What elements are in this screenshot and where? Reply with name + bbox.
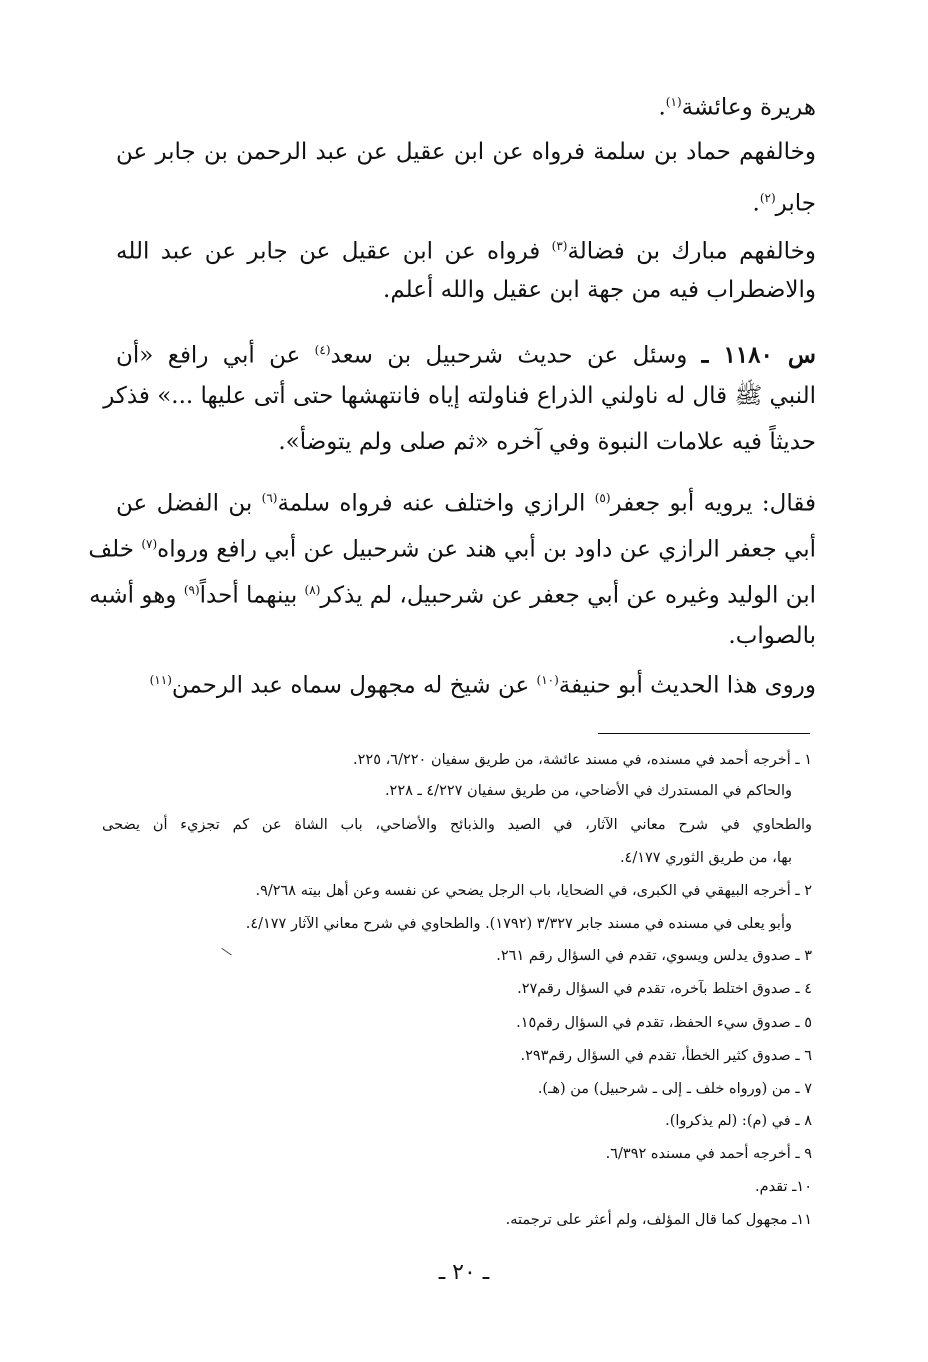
footnote-line: ٣ ـ صدوق يدلس ويسوي، تقدم في السؤال رقم ٢٦١.: [496, 948, 812, 964]
footnote-line: ١١ـ مجهول كما قال المؤلف، ولم أعثر على ترجمته.: [505, 1212, 812, 1228]
question-heading-line: س ١١٨٠ ـ وسئل عن حديث شرحبيل بن سعد$^{(٤)}$ عن أبي رافع «أن: [116, 341, 816, 369]
answer-text-line: فقال: يرويه أبو جعفر$^{(٥)}$ الرازي واختلف عنه فرواه سلمة$^{(٦)}$ بن الفضل عن: [116, 490, 816, 517]
footnote-line: ٩ ـ أخرجه أحمد في مسنده ٦/٣٩٢.: [605, 1146, 812, 1162]
footnote-line: ٨ ـ في (م): (لم يذكروا).: [665, 1113, 812, 1129]
main-text-line: والاضطراب فيه من جهة ابن عقيل والله أعلم.: [383, 277, 816, 303]
page-number: ـ ٢٠ ـ: [438, 1260, 490, 1285]
footnote-line: ٧ ـ من (ورواه خلف ـ إلى ـ شرحبيل) من (هـ).: [537, 1081, 812, 1097]
footnote-line: ٤ ـ صدوق اختلط بآخره، تقدم في السؤال رقم٢٧.: [517, 981, 812, 997]
main-text-line: ابن الوليد وغيره عن أبي جعفر عن شرحبيل، لم يذكر$^{(٨)}$ بينهما أحداً$^{(٩)}$ وهو أشبه: [89, 582, 816, 609]
main-text-line: بالصواب.: [728, 623, 816, 649]
footnote-line: بها، من طريق الثوري ٤/١٧٧.: [619, 850, 792, 866]
footnote-line: ٦ ـ صدوق كثير الخطأ، تقدم في السؤال رقم٢٩٣.: [520, 1048, 812, 1064]
footnote-line: والحاكم في المستدرك في الأضاحي، من طريق سفيان ٤/٢٢٧ ـ ٢٢٨.: [384, 783, 792, 799]
main-text-line: جابر$^{(٢)}$.: [752, 190, 816, 217]
footnote-line: ٥ ـ صدوق سيء الحفظ، تقدم في السؤال رقم١٥.: [516, 1015, 812, 1031]
footnote-line: والطحاوي في شرح معاني الآثار، في الصيد والذبائح والأضاحي، باب الشاة عن كم تجزيء أن يضحى: [102, 817, 812, 833]
footnote-line: ٢ ـ أخرجه البيهقي في الكبرى، في الضحايا، باب الرجل يضحي عن نفسه وعن أهل بيته ٩/٢٦٨.: [255, 883, 812, 899]
main-text-line: وخالفهم مبارك بن فضالة$^{(٣)}$ فرواه عن ابن عقيل عن جابر عن عبد الله: [116, 238, 816, 265]
main-text-line: وخالفهم حماد بن سلمة فرواه عن ابن عقيل عن عبد الرحمن بن جابر عن: [116, 139, 816, 165]
main-text-line: حديثاً فيه علامات النبوة وفي آخره «ثم صلى ولم يتوضأ».: [278, 429, 816, 455]
footnote-separator: [598, 733, 810, 734]
main-text-line: أبي جعفر الرازي عن داود بن أبي هند عن شرحبيل عن أبي رافع ورواه$^{(٧)}$ خلف: [88, 536, 816, 563]
footnote-line: ١٠ـ تقدم.: [754, 1179, 812, 1195]
footnote-line: وأبو يعلى في مسنده في مسند جابر ٣/٣٢٧ (١٧٩٢). والطحاوي في شرح معاني الآثار ٤/١٧٧.: [245, 916, 792, 932]
main-text-line: وروى هذا الحديث أبو حنيفة$^{(١٠)}$ عن شيخ له مجهول سماه عبد الرحمن$^{(١١)}$: [149, 672, 816, 699]
main-text-line: النبي ﷺ قال له ناولني الذراع فناولته إياه فانتهشها حتى أتى عليها ...» فذكر: [103, 383, 816, 409]
main-text-line: هريرة وعائشة$^{(١)}$.: [658, 94, 816, 121]
footnote-line: ١ ـ أخرجه أحمد في مسنده، في مسند عائشة، من طريق سفيان ٦/٢٢٠، ٢٢٥.: [353, 752, 812, 768]
